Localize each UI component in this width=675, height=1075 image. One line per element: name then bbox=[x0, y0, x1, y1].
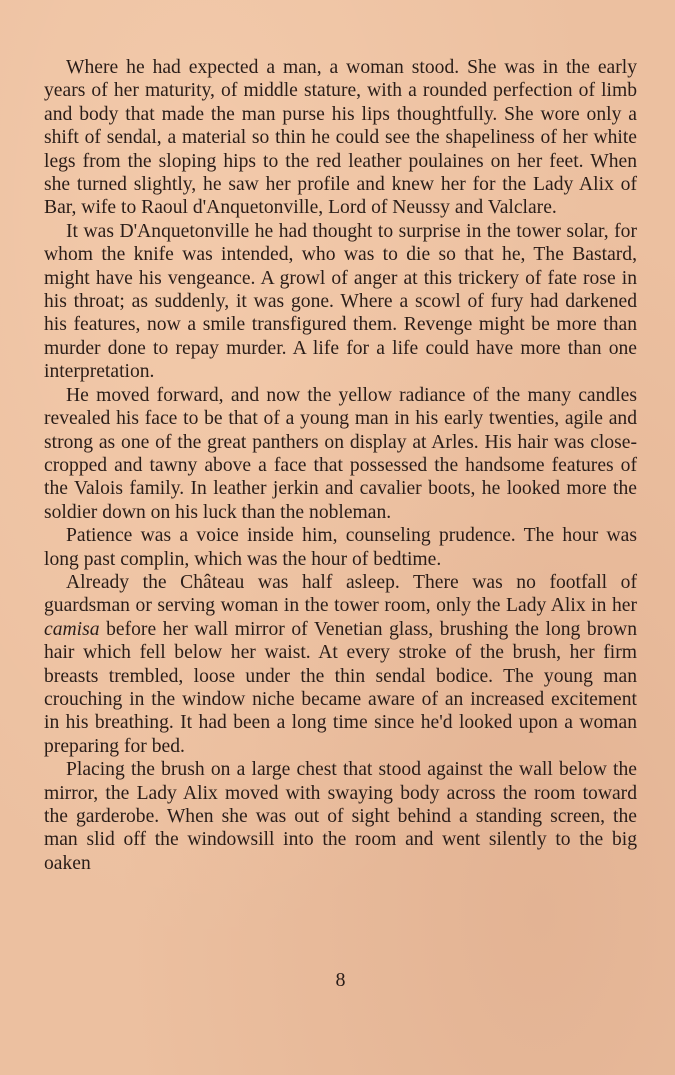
paragraph-5-italic-word: camisa bbox=[44, 618, 100, 640]
page-number: 8 bbox=[335, 969, 346, 991]
paragraph-5-part-1: Already the Château was half asleep. There was no footfall of guardsman or serving woman in the tower room, only the Lady Alix in her bbox=[44, 571, 637, 617]
paragraph-2: It was D'Anquetonville he had thought to surprise in the tower solar, for whom the knife was intended, who was to die so that he, The Bastard, might have his vengeance. A growl of anger at this trickery of fate rose in his throat; as suddenly, it was gone. Where a scowl of fury had darkened his features, now a smile transfigured them. Revenge might be more than murder done to repay murder. A life for a life could have more than one interpretation. bbox=[44, 220, 637, 383]
paragraph-6: Placing the brush on a large chest that stood against the wall below the mirror, the Lady Alix moved with swaying body across the room toward the garderobe. When she was out of sight behind a standing screen, the man slid off the windowsill into the room and went silently to the big oaken bbox=[44, 759, 637, 874]
book-page bbox=[44, 56, 637, 1056]
paragraph-3: He moved forward, and now the yellow radiance of the many candles revealed his face to be that of a young man in his early twenties, agile and strong as one of the great panthers on display at Arles. His hair was close-cropped and tawny above a face that possessed the handsome features of the Valois family. In leather jerkin and cavalier boots, he looked more the soldier down on his luck than the nobleman. bbox=[44, 384, 637, 523]
paragraph-5 bbox=[44, 571, 637, 758]
paragraph-1: Where he had expected a man, a woman stood. She was in the early years of her maturity, of middle stature, with a rounded perfection of limb and body that made the man purse his lips thoughtfully. She wore only a shift of sendal, a material so thin he could see the shapeliness of her white legs from the sloping hips to the red leather poulaines on her feet. When she turned slightly, he saw her profile and knew her for the Lady Alix of Bar, wife to Raoul d'Anquetonville, Lord of Neussy and Valclare. bbox=[44, 57, 637, 219]
body-text bbox=[44, 56, 637, 875]
paragraph-4: Patience was a voice inside him, counseling prudence. The hour was long past complin, which was the hour of bedtime. bbox=[44, 525, 637, 570]
paragraph-5-part-2: before her wall mirror of Venetian glass, brushing the long brown hair which fell below her waist. At every stroke of the brush, her firm breasts trembled, loose under the thin sendal bodice. The young man crouching in the window niche became aware of an increased excitement in his breathing. It had been a long time since he'd looked upon a woman preparing for bed. bbox=[44, 618, 637, 757]
